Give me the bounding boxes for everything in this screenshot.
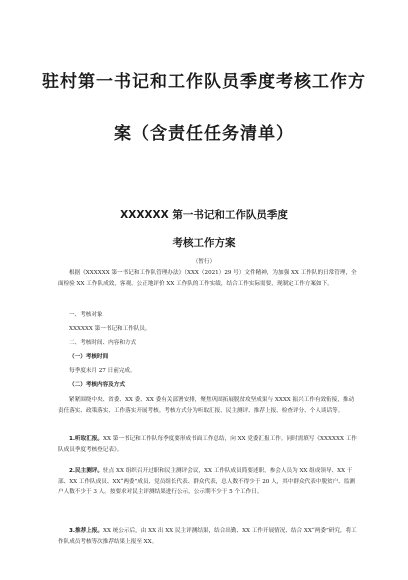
sub-title: XXXXXX 第一书记和工作队员季度 (120, 209, 288, 221)
section-1-text: XXXXXX 第一书记和工作队员。 (69, 326, 151, 332)
intro-paragraph: 根据《XXXXXX 第一书记和工作队管理办法》（XXX（2021）29 号）文件精神，为加强 XX 工作队的日常管理，全面检验 XX 工作队成效，客观、公正地评价 XX 工作队的工作实绩，结合工作实际需要，现制定工作方案如下。 (58, 270, 357, 287)
item-2-text: 驻点 XX 组织召开过职和民主测评会议，XX 工作队成员简要述职，参会人员为 XX 组成领导、XX 干部、XX 工作队成员、XX“两委”成员、党员组长代表、群众代表，总人数不得少于 20 人，其中群众代表中脱贫户、监测户人数不少于 3 人。按要求对民主评测结果进行公示，公示期不少于 5 个工作日。 (58, 468, 356, 495)
content-paragraph: 紧紧围绕中央、省委、XX 委、XX 委有关部署安排，聚焦巩固拓展脱贫攻坚成果与 XXXX 振兴工作有效衔接，推动责任落实、政策落实、工作落实开展考核。考核方式分为听取汇报、民主测评、推荐上报、检查评分、个人谈话等。 (58, 397, 355, 414)
item-2-paragraph (58, 466, 358, 498)
item-3-paragraph (58, 526, 358, 547)
draft-note: （暂行） (192, 259, 216, 265)
section-heading-2: 二、考核时间、内容和方式 (69, 340, 137, 346)
main-title: 驻村第一书记和工作队员季度考核工作方 (42, 72, 366, 92)
item-2-label: 2.民主测评。 (69, 468, 103, 474)
item-1-text: XX 第一书记和工作队每季度要形成书面工作总结，向 XX 党委汇报工作。同时需填写《XXXXXX 工作队成员季度考核登记表》。 (58, 436, 357, 453)
item-1-paragraph (58, 434, 358, 455)
item-3-text: XX 统公示后，由 XX 出 XX 民主评测结果，结合出勤、XX 工作开展情况、结合 XX“两委”研究，将工作队成员考核等次推荐结果上报至 XX。 (58, 528, 357, 545)
sub-title-2: 考核工作方案 (172, 237, 236, 249)
section-heading-1: 一、考核对象 (69, 312, 103, 318)
subsection-heading-1: （一）考核时间 (69, 354, 109, 360)
subsection-1-text: 每季度末月 27 日前完成。 (69, 368, 136, 374)
subsection-heading-2: （二）考核内容及方式 (69, 382, 125, 388)
item-3-label: 3.推荐上报。 (69, 528, 103, 534)
item-1-label: 1.听取汇报。 (69, 436, 103, 442)
main-title-continued: 案（含责任任务清单） (114, 124, 294, 144)
